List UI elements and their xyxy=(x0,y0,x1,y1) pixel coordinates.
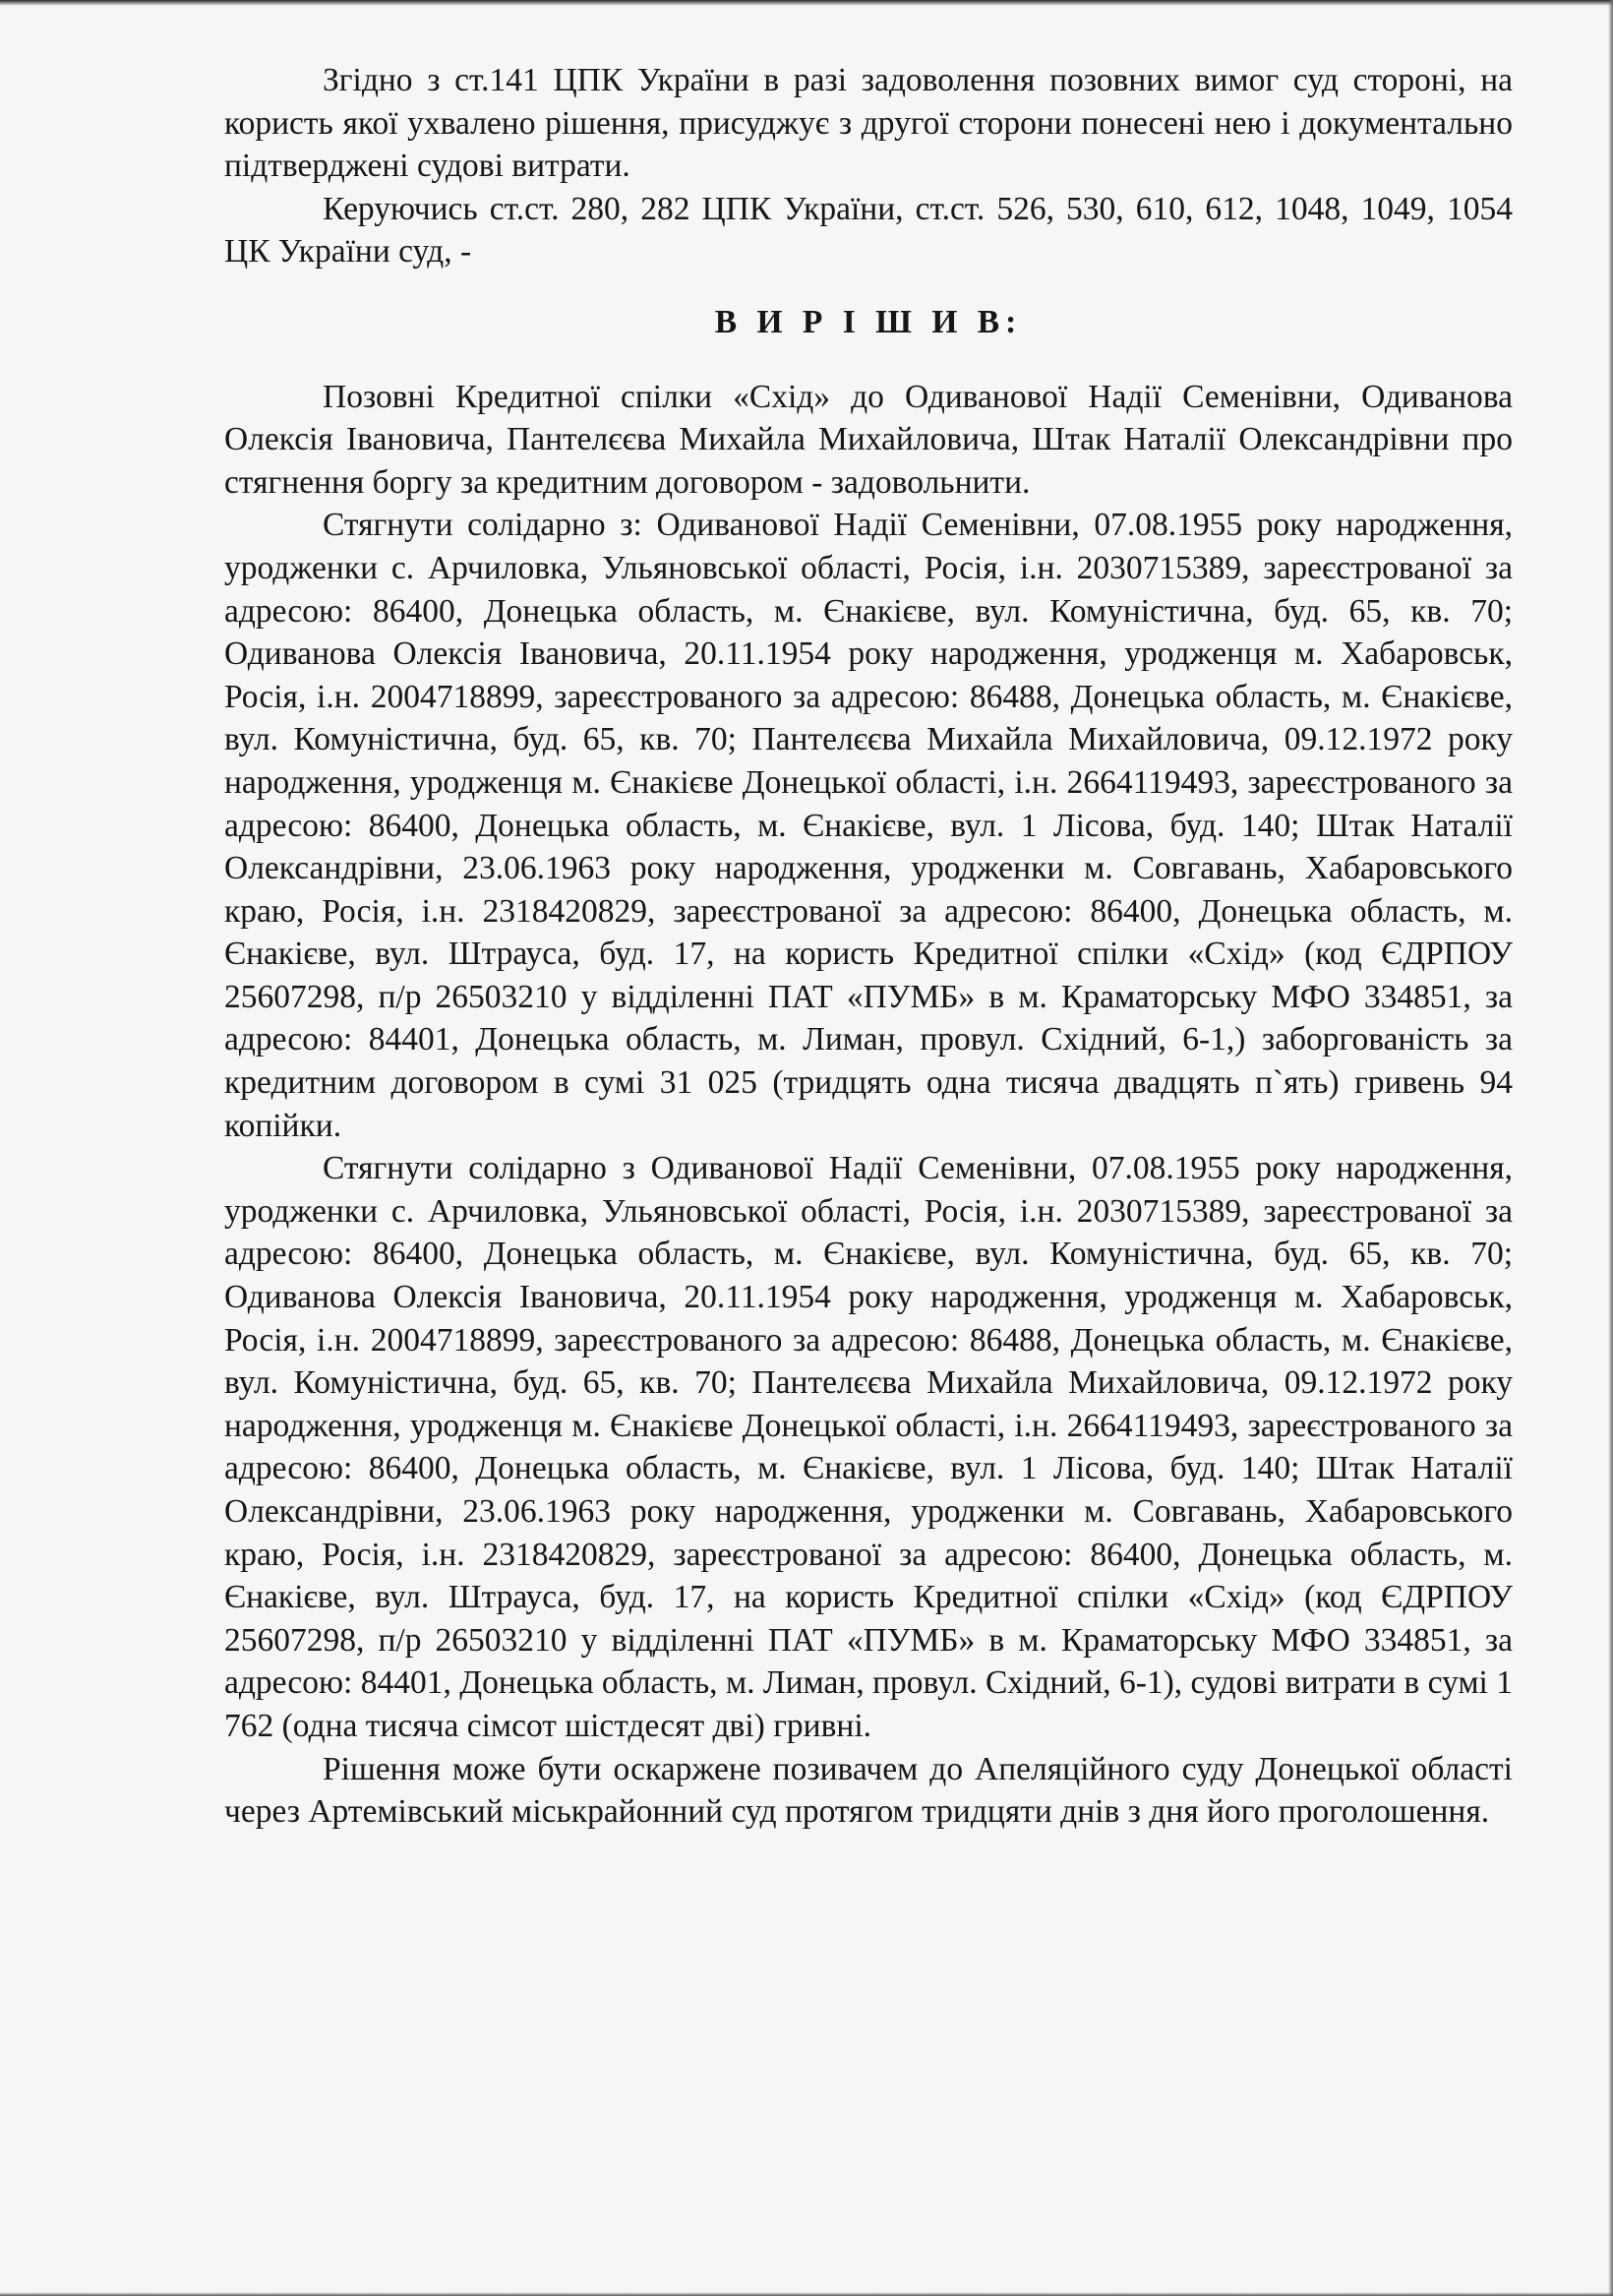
document-page xyxy=(224,59,1513,1834)
decision-heading: В И Р І Ш И В: xyxy=(714,303,1023,340)
paragraph-costs-recovery: Стягнути солідарно з Одиванової Надії Семенівни, 07.08.1955 року народження, уродженки с. Арчиловка, Ульяновської області, Росія, і.н. 2030715389, зареєстрованої за адресою: 86400, Донецька область, м. Єнакієве, вул. Комуністична, буд. 65, кв. 70; Одиванова Олексія Івановича, 20.11.1954 року народження, уродженця м. Хабаровськ, Росія, і.н. 2004718899, зареєстрованого за адресою: 86488, Донецька область, м. Єнакієве, вул. Комуністична, буд. 65, кв. 70; Пантелєєва Михайла Михайловича, 09.12.1972 року народження, уродженця м. Єнакієве Донецької області, і.н. 2664119493, зареєстрованого за адресою: 86400, Донецька область, м. Єнакієве, вул. 1 Лісова, буд. 140; Штак Наталії Олександрівни, 23.06.1963 року народження, уродженки м. Совгавань, Хабаровського краю, Росія, і.н. 2318420829, зареєстрованої за адресою: 86400, Донецька область, м. Єнакієве, вул. Штрауса, буд. 17, на користь Кредитної спілки «Схід» (код ЄДРПОУ 25607298, п/р 26503210 у відділенні ПАТ «ПУМБ» в м. Краматорську МФО 334851, за адресою: 84401, Донецька область, м. Лиман, провул. Східний, 6-1), судові витрати в сумі 1 762 (одна тисяча сімсот шістдесят дві) гривні. xyxy=(224,1150,1513,1744)
paragraph-legal-basis: Керуючись ст.ст. 280, 282 ЦПК України, ст.ст. 526, 530, 610, 612, 1048, 1049, 1054 ЦК України суд, - xyxy=(224,190,1513,271)
scan-top-edge xyxy=(0,0,1613,6)
scan-bottom-edge xyxy=(0,2292,1613,2296)
paragraph-claim-granted: Позовні Кредитної спілки «Схід» до Одиванової Надії Семенівни, Одиванова Олексія Івановича, Пантелєєва Михайла Михайловича, Штак Наталії Олександрівни про стягнення боргу за кредитним договором - задовольнити. xyxy=(224,378,1513,501)
paragraph-debt-recovery: Стягнути солідарно з: Одиванової Надії Семенівни, 07.08.1955 року народження, уродженки с. Арчиловка, Ульяновської області, Росія, і.н. 2030715389, зареєстрованої за адресою: 86400, Донецька область, м. Єнакієве, вул. Комуністична, буд. 65, кв. 70; Одиванова Олексія Івановича, 20.11.1954 року народження, уродженця м. Хабаровськ, Росія, і.н. 2004718899, зареєстрованого за адресою: 86488, Донецька область, м. Єнакієве, вул. Комуністична, буд. 65, кв. 70; Пантелєєва Михайла Михайловича, 09.12.1972 року народження, уродженця м. Єнакієве Донецької області, і.н. 2664119493, зареєстрованого за адресою: 86400, Донецька область, м. Єнакієве, вул. 1 Лісова, буд. 140; Штак Наталії Олександрівни, 23.06.1963 року народження, уродженки м. Совгавань, Хабаровського краю, Росія, і.н. 2318420829, зареєстрованої за адресою: 86400, Донецька область, м. Єнакієве, вул. Штрауса, буд. 17, на користь Кредитної спілки «Схід» (код ЄДРПОУ 25607298, п/р 26503210 у відділенні ПАТ «ПУМБ» в м. Краматорську МФО 334851, за адресою: 84401, Донецька область, м. Лиман, провул. Східний, 6-1,) заборгованість за кредитним договором в сумі 31 025 (тридцять одна тисяча двадцять п`ять) гривень 94 копійки. xyxy=(224,507,1513,1144)
paragraph-appeal-notice: Рішення може бути оскаржене позивачем до Апеляційного суду Донецької області через Артемівський міськрайонний суд протягом тридцяти днів з дня його проголошення. xyxy=(224,1750,1513,1831)
scan-right-edge xyxy=(1608,0,1613,2296)
paragraph-costs-rule: Згідно з ст.141 ЦПК України в разі задоволення позовних вимог суд стороні, на користь якої ухвалено рішення, присуджує з другої сторони понесені нею і документально підтверджені судові витрати. xyxy=(224,62,1513,185)
